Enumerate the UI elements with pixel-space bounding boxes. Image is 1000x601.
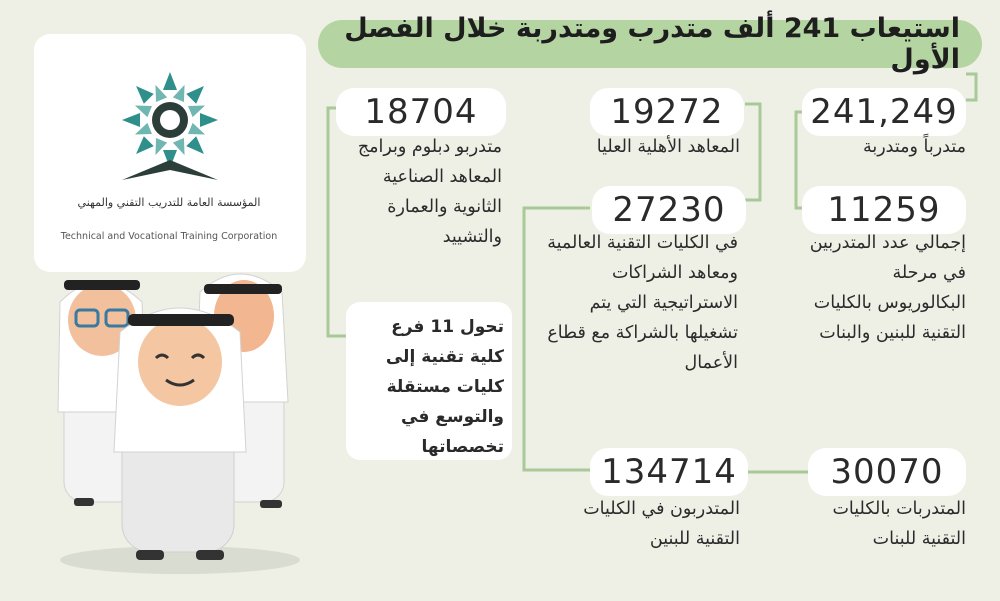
headline: استيعاب 241 ألف متدرب ومتدربة خلال الفصل الأول: [344, 13, 960, 75]
stat-label-total: متدرباً ومتدربة: [862, 137, 966, 157]
headline-banner: [318, 13, 982, 75]
stat-label-global-colleges: في الكليات التقنية العالمية ومعاهد الشراكات الاستراتيجية التي يتم تشغيلها بالشراكة مع قطاع الأعمال: [547, 233, 738, 373]
tvtc-logo-emblem: [110, 62, 230, 192]
stat-label-diploma: متدربو دبلوم وبرامج المعاهد الصناعية الثانوية والعمارة والتشييد: [357, 137, 502, 247]
stat-value-male-colleges: 134714: [590, 448, 748, 496]
stat-value-diploma: 18704: [336, 88, 506, 136]
trainees-illustration: [30, 262, 330, 582]
stat-value-female-colleges: 30070: [808, 448, 966, 496]
note-text: تحول 11 فرع كلية تقنية إلى كليات مستقلة والتوسع في تخصصاتها: [385, 317, 504, 457]
stat-value-global-colleges: 27230: [592, 186, 746, 234]
stat-label-female-colleges: المتدربات بالكليات التقنية للبنات: [832, 499, 966, 549]
logo-name-english: Technical and Vocational Training Corporation: [60, 231, 278, 242]
logo-name-arabic: المؤسسة العامة للتدريب التقني والمهني: [77, 196, 261, 209]
stat-label-bachelor: إجمالي عدد المتدربين في مرحلة البكالوريوس بالكليات التقنية للبنين والبنات: [809, 233, 966, 343]
stat-value-bachelor: 11259: [802, 186, 966, 234]
stat-label-male-colleges: المتدربون في الكليات التقنية للبنين: [583, 499, 740, 549]
stat-value-private-institutes: 19272: [590, 88, 744, 136]
stat-value-total: 241,249: [802, 88, 966, 136]
stat-label-private-institutes: المعاهد الأهلية العليا: [596, 137, 740, 157]
